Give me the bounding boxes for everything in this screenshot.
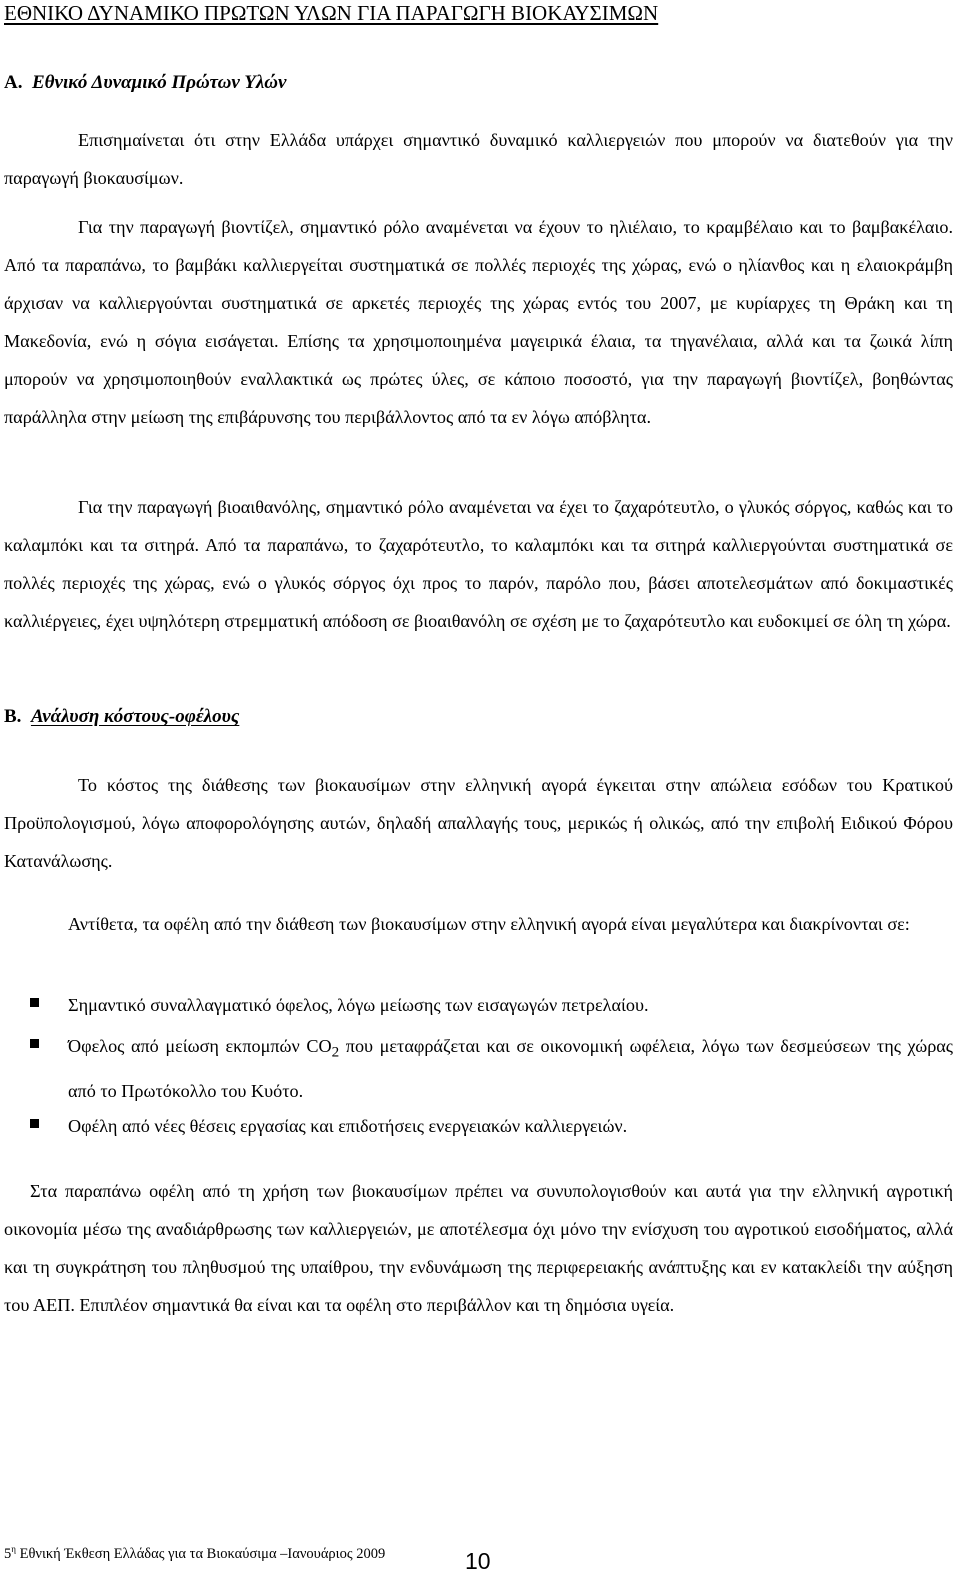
benefit-text-before: Όφελος από μείωση εκπομπών CO bbox=[68, 1036, 332, 1056]
benefit-text: Οφέλη από νέες θέσεις εργασίας και επιδοτήσεις ενεργειακών καλλιεργειών. bbox=[68, 1116, 628, 1136]
section-b-heading bbox=[4, 706, 239, 728]
square-bullet-icon bbox=[30, 1039, 39, 1048]
page-number: 10 bbox=[465, 1548, 491, 1574]
footer-report-title bbox=[4, 1544, 385, 1563]
document-title: ΕΘΝΙΚΟ ΔΥΝΑΜΙΚΟ ΠΡΩΤΩΝ ΥΛΩΝ ΓΙΑ ΠΑΡΑΓΩΓΗ ΒΙΟΚΑΥΣΙΜΩΝ bbox=[4, 1, 659, 25]
footer-report-superscript: η bbox=[11, 1544, 16, 1554]
paragraph-raw-materials-potential: Επισημαίνεται ότι στην Ελλάδα υπάρχει σημαντικό δυναμικό καλλιεργειών που μπορούν να διατεθούν για την παραγωγή βιοκαυσίμων. bbox=[4, 130, 953, 188]
benefits-list-1 bbox=[4, 986, 953, 1024]
benefits-list-3 bbox=[4, 1107, 953, 1145]
paragraph-benefits-intro: Αντίθετα, τα οφέλη από την διάθεση των βιοκαυσίμων στην ελληνική αγορά είναι μεγαλύτερα και διακρίνονται σε: bbox=[68, 914, 910, 934]
paragraph-bioethanol: Για την παραγωγή βιοαιθανόλης, σημαντικό ρόλο αναμένεται να έχει το ζαχαρότευτλο, ο γλυκός σόργος, καθώς και το καλαμπόκι και τα σιτηρά. Από τα παραπάνω, το ζαχαρότευτλο, το καλαμπόκι και τα σιτηρά καλλιεργούνται συστηματικά σε πολλές περιοχές της χώρας, ενώ ο γλυκός σόργος όχι προς το παρόν, παρόλο που, βάσει αποτελεσμάτων από δοκιμαστικές καλλιέργειες, έχει υψηλότερη στρεμματική απόδοση σε βιοαιθανόλη σε σχέση με το ζαχαρότευτλο και ευδοκιμεί σε όλη τη χώρα. bbox=[4, 497, 953, 631]
square-bullet-icon bbox=[30, 998, 39, 1007]
footer-report-number: 5 bbox=[4, 1545, 12, 1562]
benefit-text: Σημαντικό συναλλαγματικό όφελος, λόγω μείωσης των εισαγωγών πετρελαίου. bbox=[68, 995, 649, 1015]
benefits-list-2 bbox=[4, 1027, 953, 1110]
co2-subscript: 2 bbox=[331, 1043, 340, 1061]
paragraph-agricultural-benefits: Στα παραπάνω οφέλη από τη χρήση των βιοκαυσίμων πρέπει να συνυπολογισθούν και αυτά για την ελληνική αγροτική οικονομία μέσω της αναδιάρθρωσης των καλλιεργειών, με αποτέλεσμα όχι μόνο την ενίσχυση του αγροτικού εισοδήματος, αλλά και τη συγκράτηση του πληθυσμού της υπαίθρου, την ενδυνάμωση της περιφερειακής ανάπτυξης και εν κατακλείδι την αύξηση του ΑΕΠ. Επιπλέον σημαντικά θα είναι και τα οφέλη στο περιβάλλον και τη δημόσια υγεία. bbox=[4, 1181, 953, 1315]
list-item bbox=[4, 1107, 953, 1145]
section-a-heading bbox=[4, 72, 286, 94]
list-item bbox=[4, 1027, 953, 1110]
section-a-label: A. bbox=[4, 72, 23, 93]
paragraph-cost: Το κόστος της διάθεσης των βιοκαυσίμων στην ελληνική αγορά έγκειται στην απώλεια εσόδων του Κρατικού Προϋπολογισμού, λόγω αποφορολόγησης αυτών, δηλαδή απαλλαγής τους, μερικώς ή ολικώς, από την επιβολή Ειδικού Φόρου Κατανάλωσης. bbox=[4, 775, 953, 871]
footer-report-text: Εθνική Έκθεση Ελλάδας για τα Βιοκαύσιμα –Ιανουάριος 2009 bbox=[15, 1545, 386, 1562]
section-b-title: Ανάλυση κόστους-οφέλους bbox=[30, 706, 240, 727]
section-b-label: B. bbox=[4, 706, 22, 727]
paragraph-biodiesel: Για την παραγωγή βιοντίζελ, σημαντικό ρόλο αναμένεται να έχουν το ηλιέλαιο, το κραμβέλαιο και το βαμβακέλαιο. Από τα παραπάνω, το βαμβάκι καλλιεργείται συστηματικά σε πολλές περιοχές της χώρας, ενώ ο ηλίανθος και η ελαιοκράμβη άρχισαν να καλλιεργούνται συστηματικά σε αρκετές περιοχές της χώρας εντός του 2007, με κυρίαρχες τη Θράκη και τη Μακεδονία, ενώ η σόγια εισάγεται. Επίσης τα χρησιμοποιημένα μαγειρικά έλαια, τα τηγανέλαια, αλλά και τα ζωικά λίπη μπορούν να χρησιμοποιηθούν εναλλακτικά ως πρώτες ύλες, σε κάποιο ποσοστό, για την παραγωγή βιοντίζελ, βοηθώντας παράλληλα στην μείωση της επιβάρυνσης του περιβάλλοντος από τα εν λόγω απόβλητα. bbox=[4, 217, 953, 427]
list-item bbox=[4, 986, 953, 1024]
benefit-text-after: που μεταφράζεται και σε οικονομική ωφέλεια, λόγω των δεσμεύσεων της χώρας από το Πρωτόκολλο του Κυότο. bbox=[68, 1036, 953, 1101]
square-bullet-icon bbox=[30, 1119, 39, 1128]
section-a-title: Εθνικό Δυναμικό Πρώτων Υλών bbox=[31, 72, 287, 93]
